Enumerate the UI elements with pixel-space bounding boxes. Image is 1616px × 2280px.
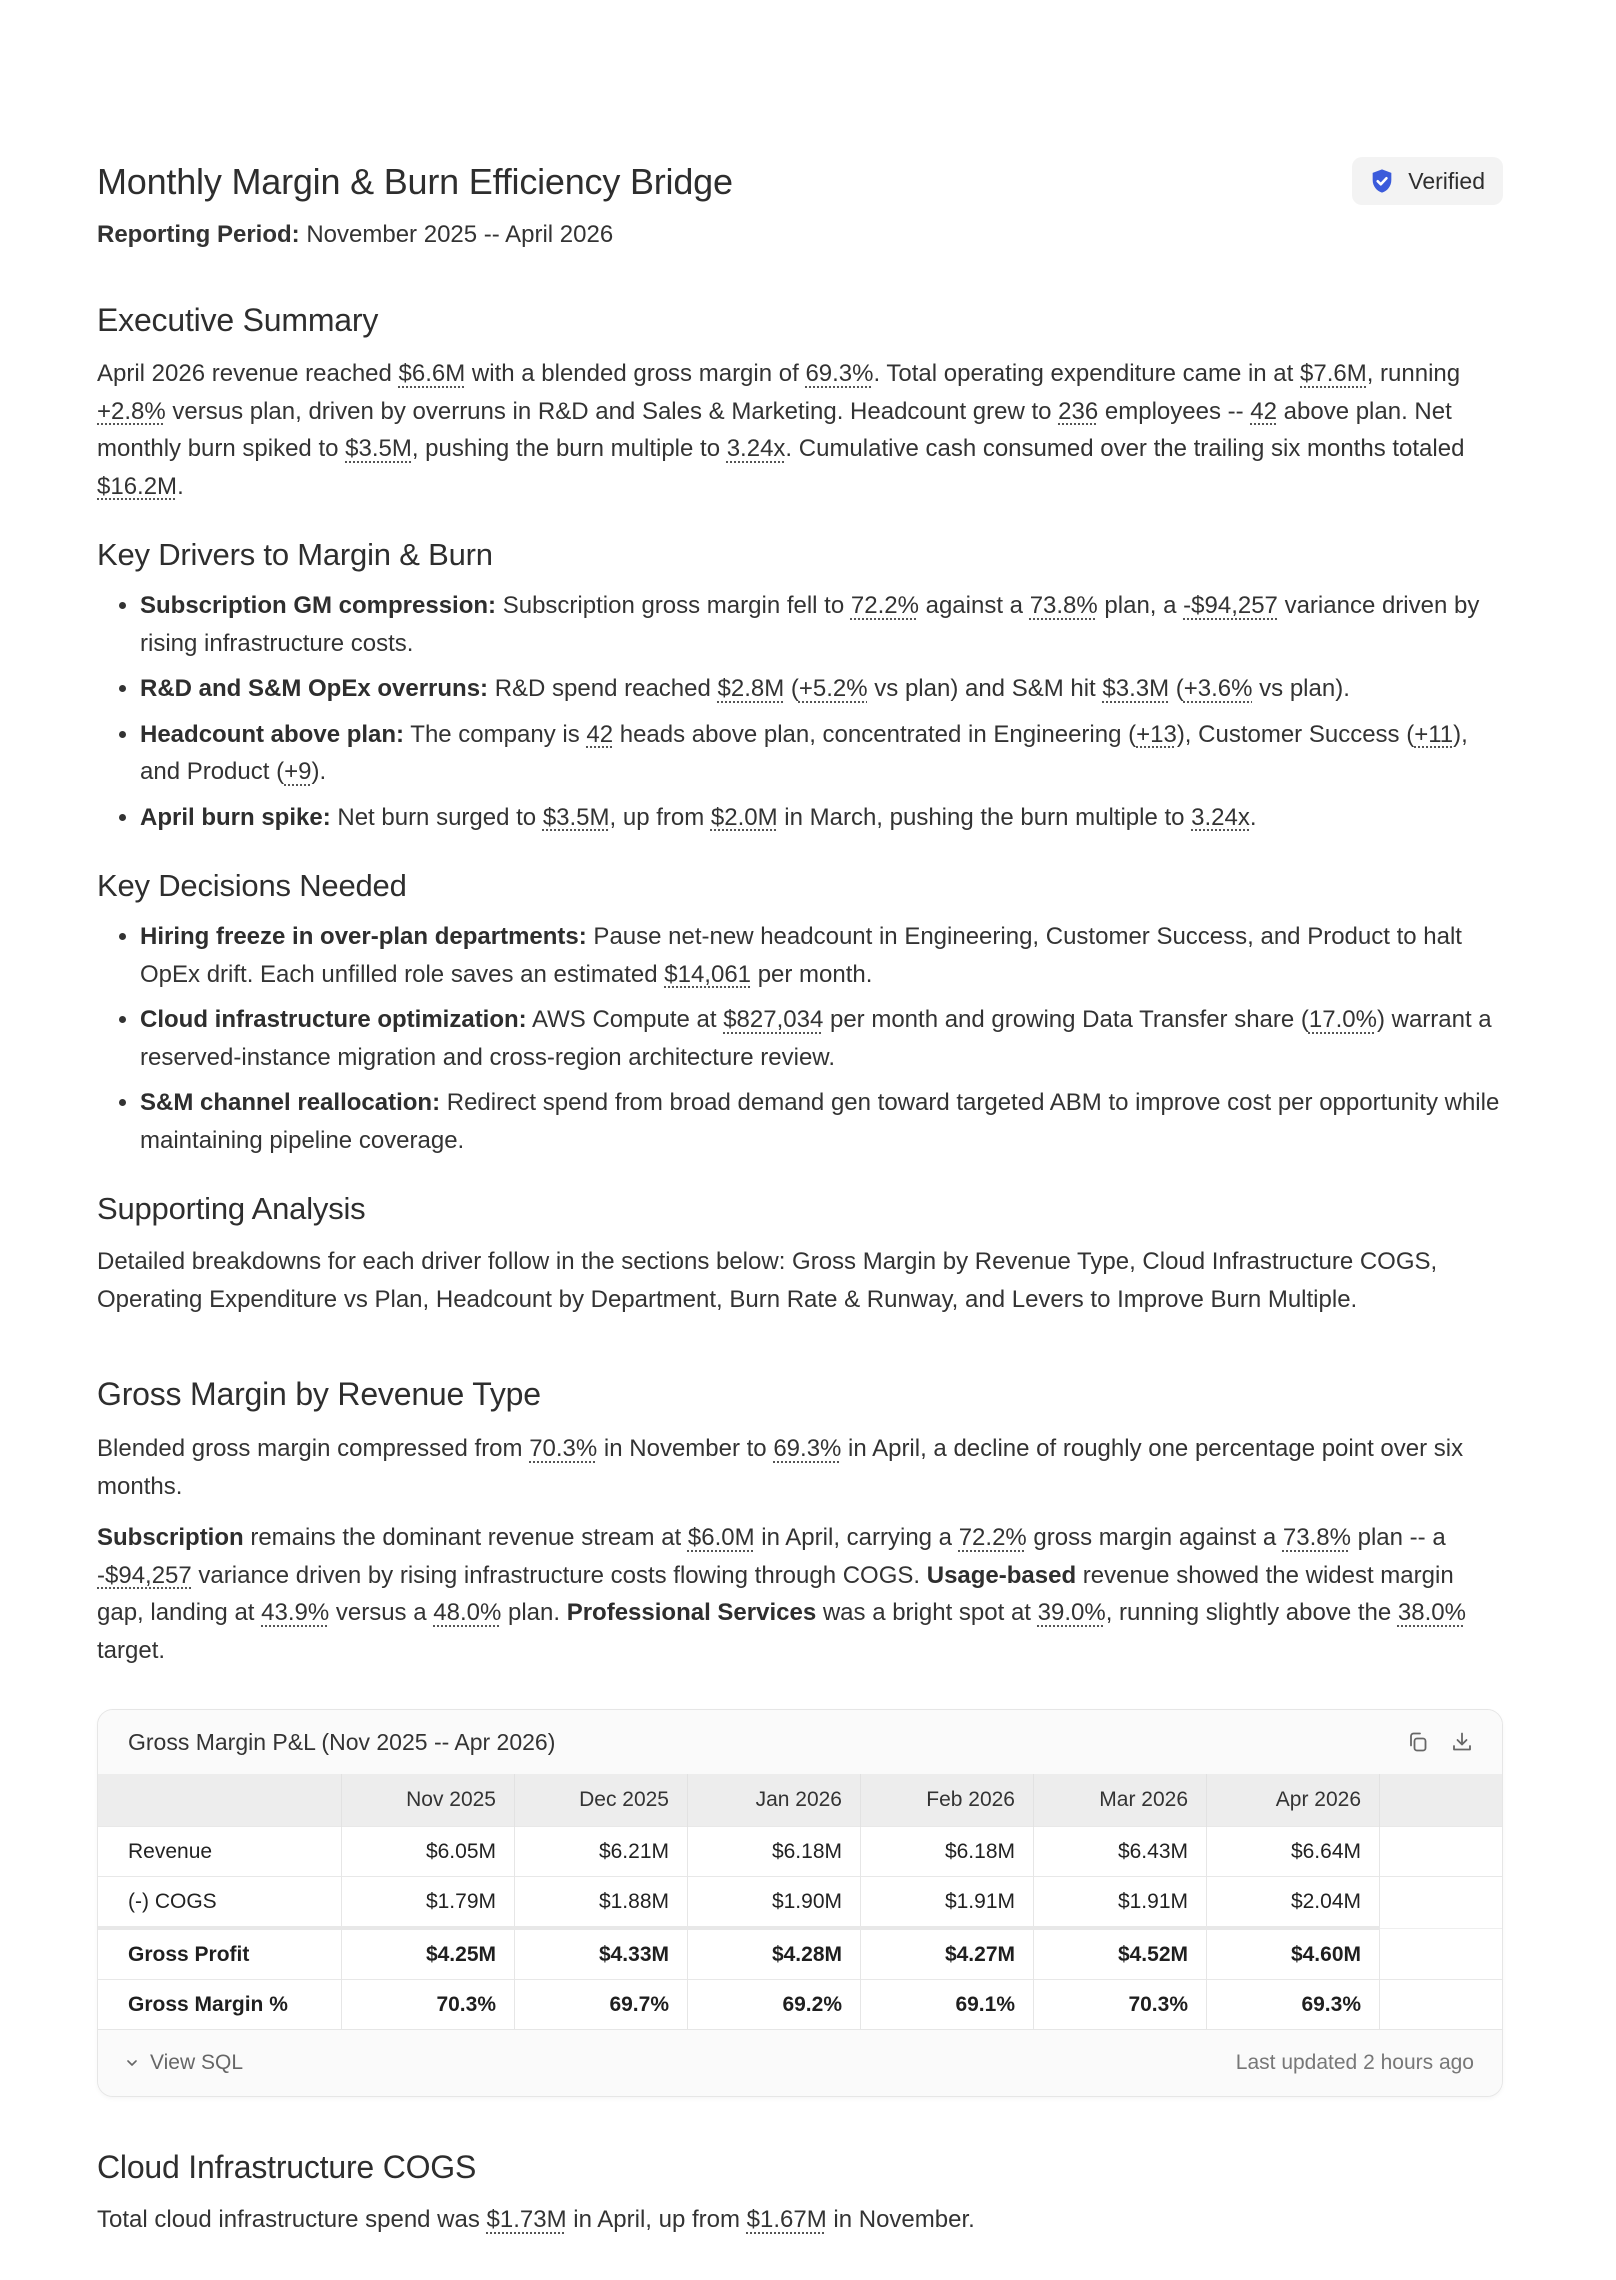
cloud-cogs-heading: Cloud Infrastructure COGS: [97, 2149, 477, 2185]
verified-badge-label: Verified: [1408, 167, 1485, 194]
executive-summary-text: April 2026 revenue reached $6.6M with a blended gross margin of 69.3%. Total operating expenditure came in at $7.6M, running +2.8% versus plan, driven by overruns in R&D and Sales & Marketing. Headcount grew to 236 employees -- 42 above plan. Net monthly burn spiked to $3.5M, pushing the burn multiple to 3.24x. Cumulative cash consumed over the trailing six months totaled $16.2M.: [97, 360, 1465, 500]
reporting-period-label: Reporting Period:: [97, 221, 300, 248]
table-cell: 70.3%: [1034, 1980, 1207, 2030]
metric[interactable]: 38.0%: [1397, 1599, 1466, 1626]
table-cell: 69.1%: [861, 1980, 1034, 2030]
reporting-period-value: November 2025 -- April 2026: [306, 221, 614, 248]
metric[interactable]: $827,034: [723, 1006, 824, 1033]
table-cell: $6.21M: [515, 1827, 688, 1877]
column-header: Jan 2026: [688, 1774, 861, 1827]
table-cell: 69.3%: [1207, 1980, 1380, 2030]
gross-margin-heading: Gross Margin by Revenue Type: [97, 1376, 541, 1412]
table-cell: $1.90M: [688, 1877, 861, 1929]
metric[interactable]: +5.2%: [798, 675, 868, 702]
metric[interactable]: $2.8M: [717, 675, 785, 702]
table-cell: 69.2%: [688, 1980, 861, 2030]
metric[interactable]: -$94,257: [1183, 592, 1278, 619]
metric[interactable]: $7.6M: [1300, 360, 1367, 387]
row-label: Gross Margin %: [98, 1980, 342, 2030]
metric[interactable]: 69.3%: [773, 1435, 842, 1462]
metric[interactable]: $1.67M: [746, 2206, 827, 2233]
metric[interactable]: 3.24x: [1191, 803, 1250, 831]
table-cell: $6.43M: [1034, 1827, 1207, 1877]
key-decisions-list: [97, 918, 1503, 1159]
table-cell: $2.04M: [1207, 1877, 1380, 1929]
column-header: Feb 2026: [861, 1774, 1034, 1827]
list-item: • S&M channel reallocation: Redirect spend from broad demand gen toward targeted ABM to improve cost per opportunity while maintaining pipeline coverage.: [140, 1084, 1503, 1159]
list-item: • R&D and S&M OpEx overruns: R&D spend reached $2.8M (+5.2% vs plan) and S&M hit $3.3M (+3.6% vs plan).: [140, 670, 1503, 708]
cloud-cogs-text: Total cloud infrastructure spend was $1.73M in April, up from $1.67M in November.: [97, 2206, 975, 2233]
spacer-cell: [1380, 1980, 1503, 2030]
table-cell: $4.52M: [1034, 1928, 1207, 1980]
gross-margin-summary: Blended gross margin compressed from 70.3% in November to 69.3% in April, a decline of roughly one percentage point over six months.: [97, 1435, 1464, 1500]
chevron-down-icon: [124, 2055, 140, 2071]
list-item: • Subscription GM compression: Subscription gross margin fell to 72.2% against a 73.8% plan, a -$94,257 variance driven by rising infrastructure costs.: [140, 587, 1503, 662]
view-sql-toggle[interactable]: [124, 2051, 243, 2075]
key-decisions-heading: Key Decisions Needed: [97, 868, 407, 903]
last-updated: Last updated 2 hours ago: [1235, 2051, 1474, 2074]
table-cell: $4.25M: [342, 1928, 515, 1980]
pl-table-header: [98, 1710, 1502, 1774]
table-header-row: [98, 1774, 1502, 1827]
row-label: Revenue: [98, 1827, 342, 1877]
metric[interactable]: 69.3%: [805, 360, 874, 387]
list-item: • Hiring freeze in over-plan departments: Pause net-new headcount in Engineering, Customer Success, and Product to halt OpEx drift. Each unfilled role saves an estimated $14,061 per month.: [140, 918, 1503, 993]
row-label: Gross Profit: [98, 1928, 342, 1980]
table-cell: $1.91M: [861, 1877, 1034, 1929]
metric[interactable]: +3.6%: [1183, 675, 1253, 702]
metric[interactable]: 73.8%: [1029, 592, 1098, 619]
table-cell: $1.79M: [342, 1877, 515, 1929]
table-cell: $4.33M: [515, 1928, 688, 1980]
executive-summary-heading: Executive Summary: [97, 302, 379, 338]
table-cell: $6.18M: [688, 1827, 861, 1877]
row-label: (-) COGS: [98, 1877, 342, 1929]
report-header: [97, 0, 1503, 207]
pl-table-title: Gross Margin P&L (Nov 2025 -- Apr 2026): [128, 1728, 556, 1755]
metric[interactable]: 73.8%: [1282, 1524, 1351, 1551]
metric[interactable]: $3.3M: [1102, 675, 1170, 702]
copy-icon[interactable]: [1406, 1730, 1430, 1754]
column-header: Nov 2025: [342, 1774, 515, 1827]
pl-table-actions: [1406, 1730, 1474, 1754]
metric[interactable]: +11: [1414, 720, 1454, 748]
metric[interactable]: 39.0%: [1037, 1599, 1106, 1626]
page-title: Monthly Margin & Burn Efficiency Bridge: [97, 161, 733, 202]
list-item: • Headcount above plan: The company is 42 heads above plan, concentrated in Engineering (+13), Customer Success (+11), and Product (+9).: [140, 716, 1503, 791]
column-header: [98, 1774, 342, 1827]
key-drivers-list: [97, 587, 1503, 836]
metric[interactable]: $2.0M: [710, 803, 778, 831]
supporting-analysis-text: Detailed breakdowns for each driver follow in the sections below: Gross Margin by Revenue Type, Cloud Infrastructure COGS, Operating Expenditure vs Plan, Headcount by Department, Burn Rate & Runway, and Levers to Improve Burn Multiple.: [97, 1248, 1438, 1313]
gross-margin-detail: Subscription remains the dominant revenue stream at $6.0M in April, carrying a 72.2% gross margin against a 73.8% plan -- a -$94,257 variance driven by rising infrastructure costs flowing through COGS. Usage-based revenue showed the widest margin gap, landing at 43.9% versus a 48.0% plan. Professional Services was a bright spot at 39.0%, running slightly above the 38.0% target.: [97, 1524, 1466, 1664]
table-cell: $1.91M: [1034, 1877, 1207, 1929]
list-item: • Cloud infrastructure optimization: AWS Compute at $827,034 per month and growing Data Transfer share (17.0%) warrant a reserved-instance migration and cross-region architecture review.: [140, 1001, 1503, 1076]
table-cell: $6.18M: [861, 1827, 1034, 1877]
supporting-analysis-heading: Supporting Analysis: [97, 1191, 366, 1226]
metric[interactable]: -$94,257: [97, 1561, 192, 1589]
spacer-cell: [1380, 1827, 1503, 1877]
table-cell: $4.60M: [1207, 1928, 1380, 1980]
view-sql-label: View SQL: [150, 2051, 243, 2074]
spacer-cell: [1380, 1928, 1503, 1980]
metric[interactable]: $6.6M: [398, 360, 466, 387]
download-icon[interactable]: [1450, 1730, 1474, 1754]
table-row: [98, 1928, 1502, 1980]
metric[interactable]: 17.0%: [1308, 1006, 1377, 1033]
metric[interactable]: $16.2M: [97, 472, 178, 500]
table-cell: 70.3%: [342, 1980, 515, 2030]
metric[interactable]: 72.2%: [958, 1524, 1027, 1551]
table-row: [98, 1980, 1502, 2030]
metric[interactable]: 42: [586, 720, 614, 748]
table-row: [98, 1877, 1502, 1929]
table-cell: 69.7%: [515, 1980, 688, 2030]
metric[interactable]: +13: [1136, 720, 1177, 748]
metric[interactable]: $3.5M: [542, 803, 610, 831]
metric[interactable]: 72.2%: [850, 592, 919, 619]
table-row: [98, 1827, 1502, 1877]
metric[interactable]: $1.73M: [486, 2206, 567, 2233]
metric[interactable]: 48.0%: [433, 1599, 502, 1626]
table-cell: $6.64M: [1207, 1827, 1380, 1877]
metric[interactable]: 70.3%: [529, 1435, 598, 1462]
key-drivers-heading: Key Drivers to Margin & Burn: [97, 537, 493, 572]
metric[interactable]: $6.0M: [687, 1524, 755, 1551]
metric[interactable]: 42: [1250, 397, 1277, 425]
spacer-cell: [1380, 1877, 1503, 1929]
column-header: Dec 2025: [515, 1774, 688, 1827]
list-item: • April burn spike: Net burn surged to $3.5M, up from $2.0M in March, pushing the burn multiple to 3.24x.: [140, 799, 1503, 837]
pl-table-footer: [98, 2029, 1502, 2096]
reporting-period: [97, 217, 1503, 253]
verified-badge: [1352, 157, 1503, 205]
metric[interactable]: $14,061: [664, 960, 752, 988]
spacer-column: [1380, 1774, 1503, 1827]
column-header: Mar 2026: [1034, 1774, 1207, 1827]
table-cell: $4.27M: [861, 1928, 1034, 1980]
table-cell: $6.05M: [342, 1827, 515, 1877]
table-cell: $4.28M: [688, 1928, 861, 1980]
column-header: Apr 2026: [1207, 1774, 1380, 1827]
table-cell: $1.88M: [515, 1877, 688, 1929]
metric[interactable]: 236: [1058, 397, 1099, 425]
metric[interactable]: +2.8%: [97, 397, 166, 425]
pl-table-card: [97, 1709, 1503, 2097]
metric[interactable]: +9: [284, 758, 312, 785]
metric[interactable]: $3.5M: [345, 435, 412, 462]
pl-table: [98, 1774, 1502, 2029]
metric[interactable]: 3.24x: [726, 435, 786, 462]
metric[interactable]: 43.9%: [261, 1599, 330, 1626]
shield-check-icon: [1368, 167, 1396, 195]
